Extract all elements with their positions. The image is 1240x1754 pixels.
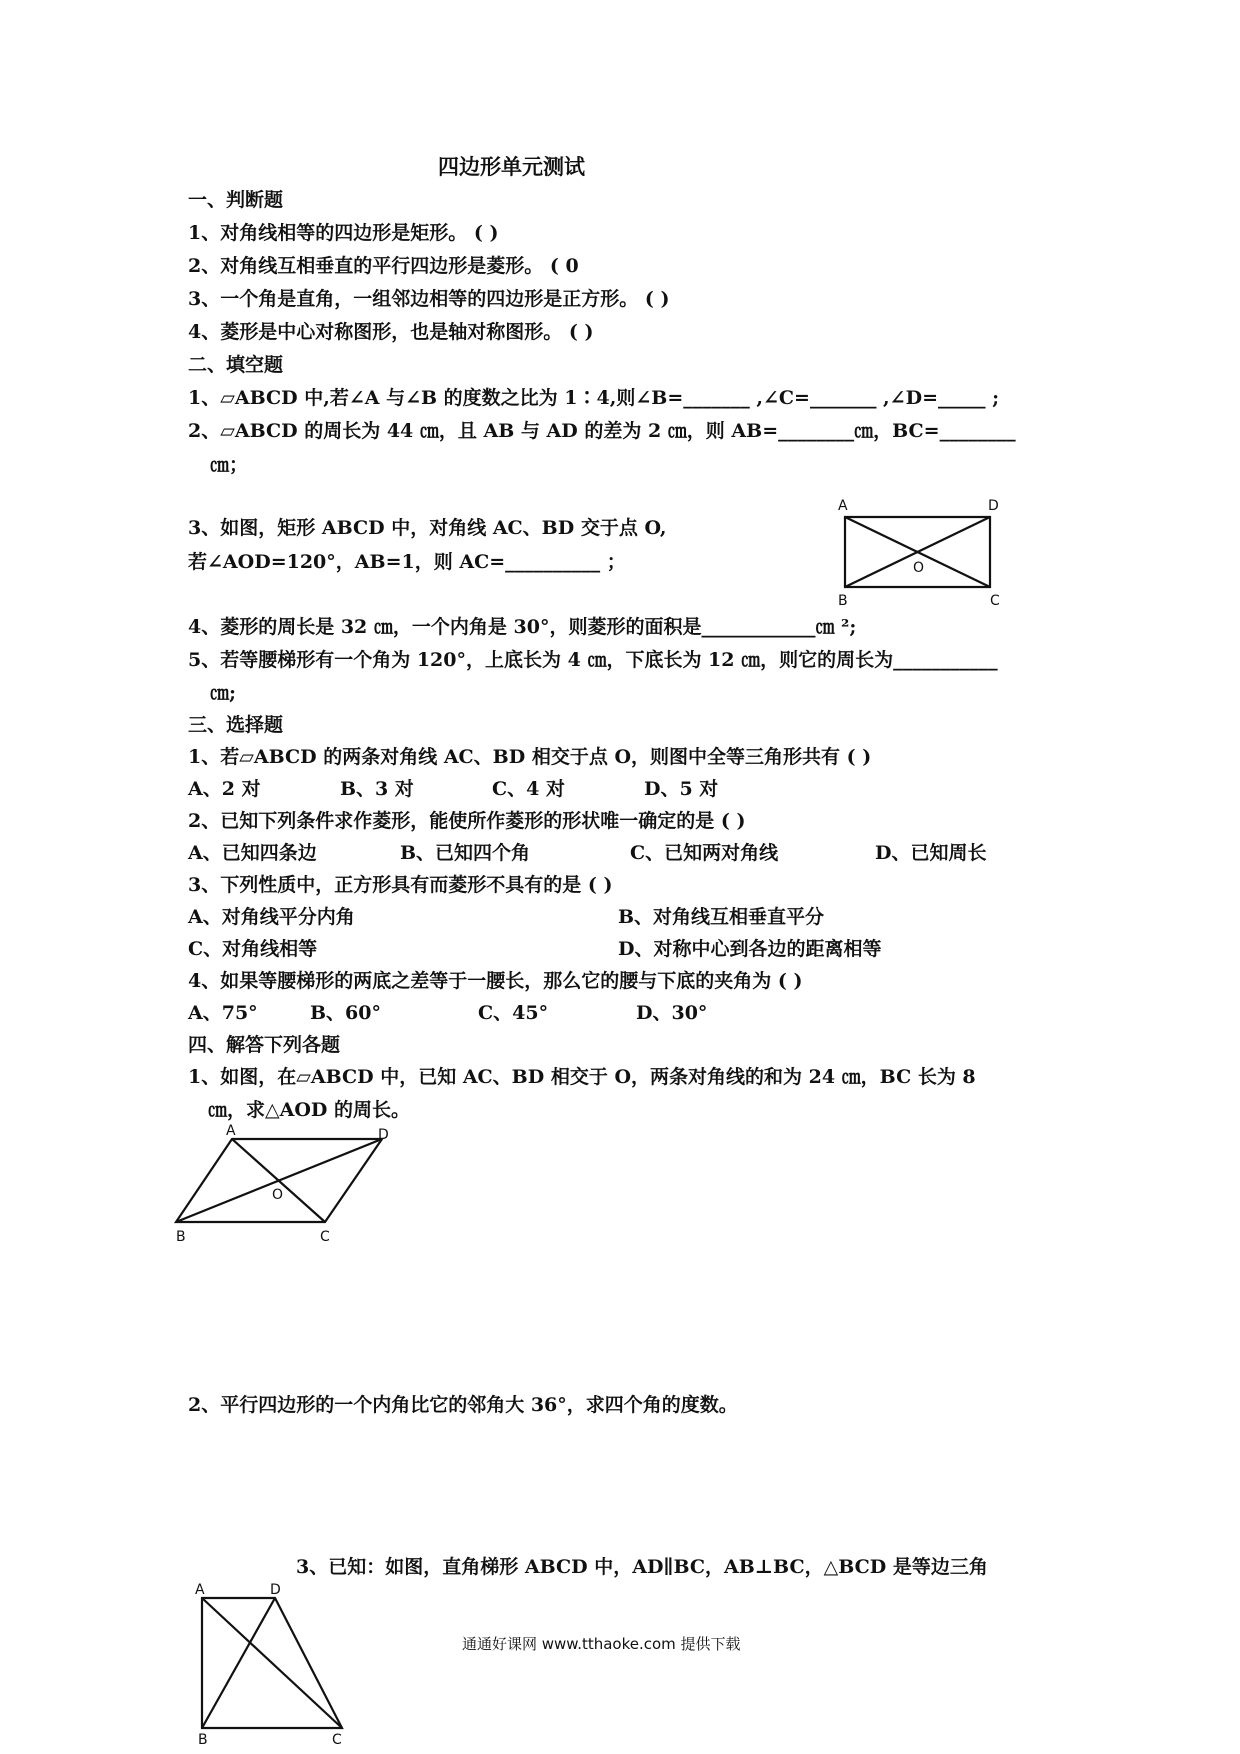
- choice-question-1: 1、若▱ABCD 的两条对角线 AC、BD 相交于点 O，则图中全等三角形共有 ( ): [188, 746, 872, 768]
- label-b: B: [176, 1229, 186, 1245]
- diagonal-ac: [202, 1598, 342, 1728]
- choice-2-option-a: A、已知四条边: [188, 842, 317, 864]
- page-title: 四边形单元测试: [438, 154, 585, 179]
- fill-question-4: 4、菱形的周长是 32 ㎝，一个内角是 30°，则菱形的面积是____________㎝ ²;: [188, 616, 857, 638]
- section2-heading: 二、填空题: [188, 354, 284, 376]
- label-b: B: [198, 1732, 208, 1748]
- label-c: C: [320, 1229, 330, 1245]
- fill-question-5: 5、若等腰梯形有一个角为 120°，上底长为 4 ㎝，下底长为 12 ㎝，则它的周长为___________: [188, 649, 998, 671]
- label-a: A: [226, 1123, 236, 1139]
- label-b: B: [838, 593, 848, 609]
- judge-item-1: 1、对角线相等的四边形是矩形。 ( ): [188, 222, 499, 244]
- choice-3-option-a: A、对角线平分内角: [188, 906, 355, 928]
- label-d: D: [378, 1127, 389, 1143]
- choice-2-option-c: C、已知两对角线: [630, 842, 779, 864]
- choice-2-option-d: D、已知周长: [875, 842, 987, 864]
- choice-1-option-d: D、5 对: [644, 778, 719, 800]
- label-c: C: [990, 593, 1000, 609]
- judge-item-2: 2、对角线互相垂直的平行四边形是菱形。 ( 0: [188, 255, 579, 277]
- choice-4-option-d: D、30°: [636, 1002, 708, 1024]
- choice-4-option-c: C、45°: [478, 1002, 549, 1024]
- choice-1-option-c: C、4 对: [492, 778, 565, 800]
- parallelogram-figure: [170, 1125, 400, 1250]
- choice-4-option-a: A、75°: [188, 1002, 258, 1024]
- label-a: A: [838, 498, 848, 514]
- section3-heading: 三、选择题: [188, 714, 284, 736]
- judge-item-4: 4、菱形是中心对称图形，也是轴对称图形。 ( ): [188, 321, 594, 343]
- label-d: D: [988, 498, 999, 514]
- choice-1-option-b: B、3 对: [340, 778, 414, 800]
- solve-question-3: 3、已知：如图，直角梯形 ABCD 中，AD∥BC，AB⊥BC，△BCD 是等边三角: [296, 1556, 988, 1578]
- fill-question-2-cont: ㎝；: [210, 454, 249, 476]
- page-footer: 通通好课网 www.tthaoke.com 提供下载: [462, 1635, 741, 1653]
- solve-question-1-cont: ㎝，求△AOD 的周长。: [208, 1099, 410, 1121]
- diagonal-bd: [202, 1598, 275, 1728]
- choice-question-2: 2、已知下列条件求作菱形，能使所作菱形的形状唯一确定的是 ( ): [188, 810, 746, 832]
- choice-1-option-a: A、2 对: [188, 778, 261, 800]
- choice-3-option-c: C、对角线相等: [188, 938, 318, 960]
- diagonal-bd: [176, 1139, 382, 1222]
- rectangle-figure: [830, 495, 1010, 610]
- choice-3-option-d: D、对称中心到各边的距离相等: [618, 938, 882, 960]
- label-d: D: [270, 1582, 281, 1598]
- section4-heading: 四、解答下列各题: [188, 1034, 341, 1056]
- choice-question-4: 4、如果等腰梯形的两底之差等于一腰长，那么它的腰与下底的夹角为 ( ): [188, 970, 803, 992]
- fill-question-3: 3、如图，矩形 ABCD 中，对角线 AC、BD 交于点 O,: [188, 517, 667, 539]
- label-c: C: [332, 1732, 342, 1748]
- solve-question-1: 1、如图，在▱ABCD 中，已知 AC、BD 相交于 O，两条对角线的和为 24 ㎝，BC 长为 8: [188, 1066, 976, 1088]
- trapezoid-figure: [190, 1578, 360, 1748]
- judge-item-3: 3、一个角是直角，一组邻边相等的四边形是正方形。 ( ): [188, 288, 670, 310]
- label-o: O: [272, 1187, 284, 1203]
- section1-heading: 一、判断题: [188, 189, 284, 211]
- label-o: O: [913, 560, 925, 576]
- choice-3-option-b: B、对角线互相垂直平分: [618, 906, 825, 928]
- fill-question-5-cont: ㎝;: [210, 682, 237, 704]
- fill-question-3-cont: 若∠AOD=120°，AB=1，则 AC=__________ ；: [188, 551, 626, 573]
- choice-question-3: 3、下列性质中，正方形具有而菱形不具有的是 ( ): [188, 874, 613, 896]
- fill-question-1: 1、▱ABCD 中,若∠A 与∠B 的度数之比为 1∶4,则∠B=_______ ,∠C=_______ ,∠D=_____ ;: [188, 387, 1000, 409]
- label-a: A: [195, 1582, 205, 1598]
- fill-question-2: 2、▱ABCD 的周长为 44 ㎝，且 AB 与 AD 的差为 2 ㎝，则 AB=________㎝，BC=________: [188, 420, 1016, 442]
- solve-question-2: 2、平行四边形的一个内角比它的邻角大 36°，求四个角的度数。: [188, 1394, 738, 1416]
- choice-2-option-b: B、已知四个角: [400, 842, 531, 864]
- choice-4-option-b: B、60°: [310, 1002, 381, 1024]
